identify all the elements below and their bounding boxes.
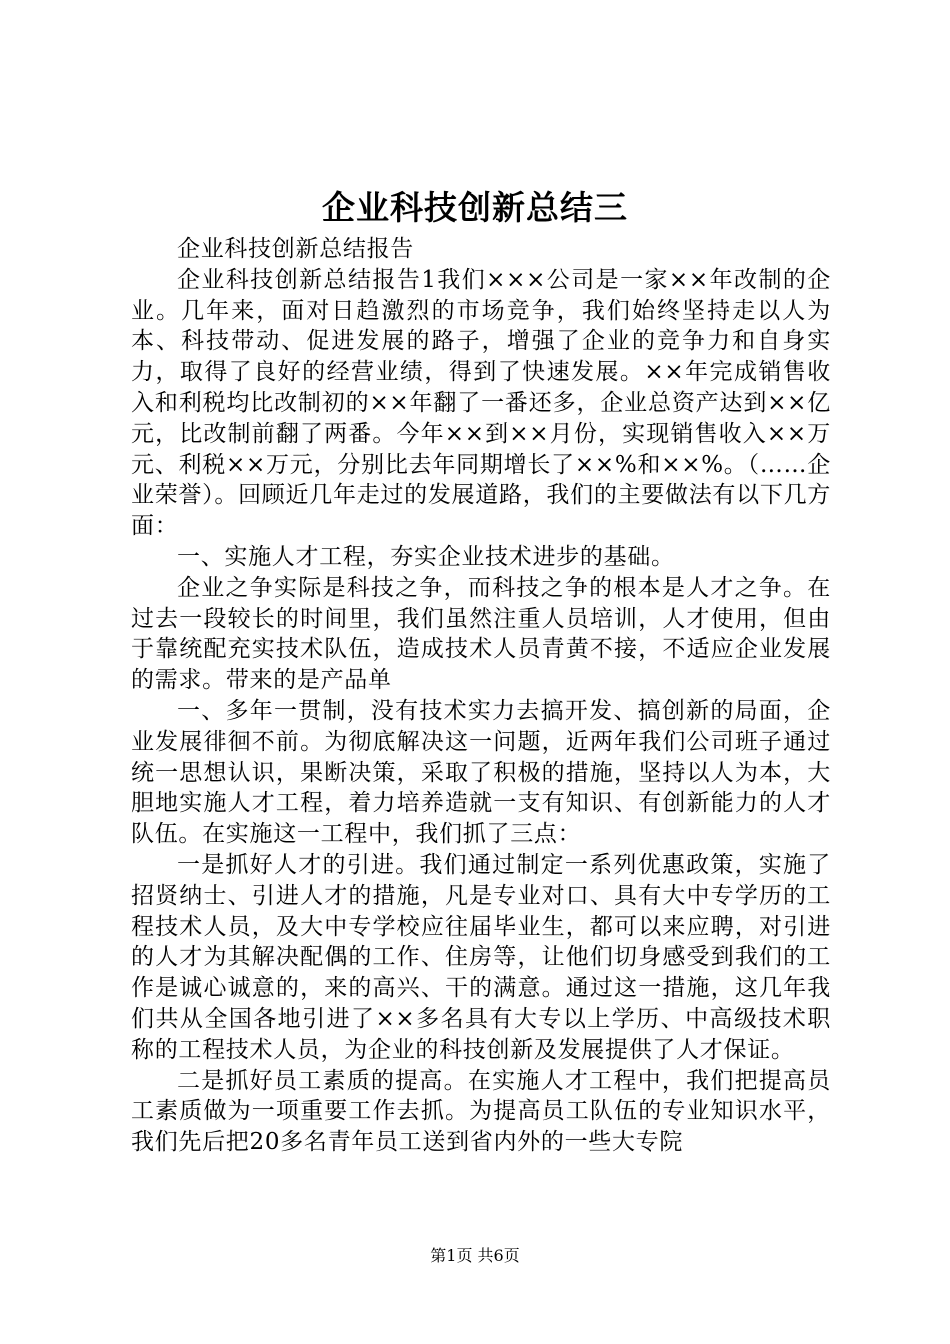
paragraph-intro: 企业科技创新总结报告1我们×××公司是一家××年改制的企业。几年来，面对日趋激烈的市场竞争，我们始终坚持走以人为本、科技带动、促进发展的路子，增强了企业的竞争力和自身实力，取得了良好的经营业绩，得到了快速发展。××年完成销售收入和利税均比改制初的××年翻了一番还多，企业总资产达到××亿元，比改制前翻了两番。今年××到××月份，实现销售收入××万元、利税××万元，分别比去年同期增长了××%和××%。（……企业荣誉）。回顾近几年走过的发展道路，我们的主要做法有以下几方面： [131, 266, 831, 540]
paragraph-talent-introduction: 一是抓好人才的引进。我们通过制定一系列优惠政策，实施了招贤纳士、引进人才的措施，凡是专业对口、具有大中专学历的工程技术人员，及大中专学校应往届毕业生，都可以来应聘，对引进的人才为其解决配偶的工作、住房等，让他们切身感受到我们的工作是诚心诚意的，来的高兴、干的满意。通过这一措施，这几年我们共从全国各地引进了××多名具有大专以上学历、中高级技术职称的工程技术人员，为企业的科技创新及发展提供了人才保证。 [131, 851, 831, 1063]
page-footer: 第1页 共6页 [430, 1246, 520, 1265]
paragraph-subtitle: 企业科技创新总结报告 [177, 236, 414, 262]
paragraph-heading-1: 一、实施人才工程，夯实企业技术进步的基础。 [177, 543, 675, 570]
paragraph-talent-project: 一、多年一贯制，没有技术实力去搞开发、搞创新的局面，企业发展徘徊不前。为彻底解决这一问题，近两年我们公司班子通过统一思想认识，果断决策，采取了积极的措施，坚持以人为本，大胆地实施人才工程，着力培养造就一支有知识、有创新能力的人才队伍。在实施这一工程中，我们抓了三点： [131, 697, 831, 848]
document-title: 企业科技创新总结三 [322, 188, 628, 227]
document-body [131, 234, 831, 1158]
paragraph-talent-competition: 企业之争实际是科技之争，而科技之争的根本是人才之争。在过去一段较长的时间里，我们虽然注重人员培训，人才使用，但由于靠统配充实技术队伍，造成技术人员青黄不接，不适应企业发展的需求。带来的是产品单 [131, 574, 831, 694]
paragraph-staff-quality: 二是抓好员工素质的提高。在实施人才工程中，我们把提高员工素质做为一项重要工作去抓。为提高员工队伍的专业知识水平，我们先后把20多名青年员工送到省内外的一些大专院 [131, 1067, 831, 1156]
